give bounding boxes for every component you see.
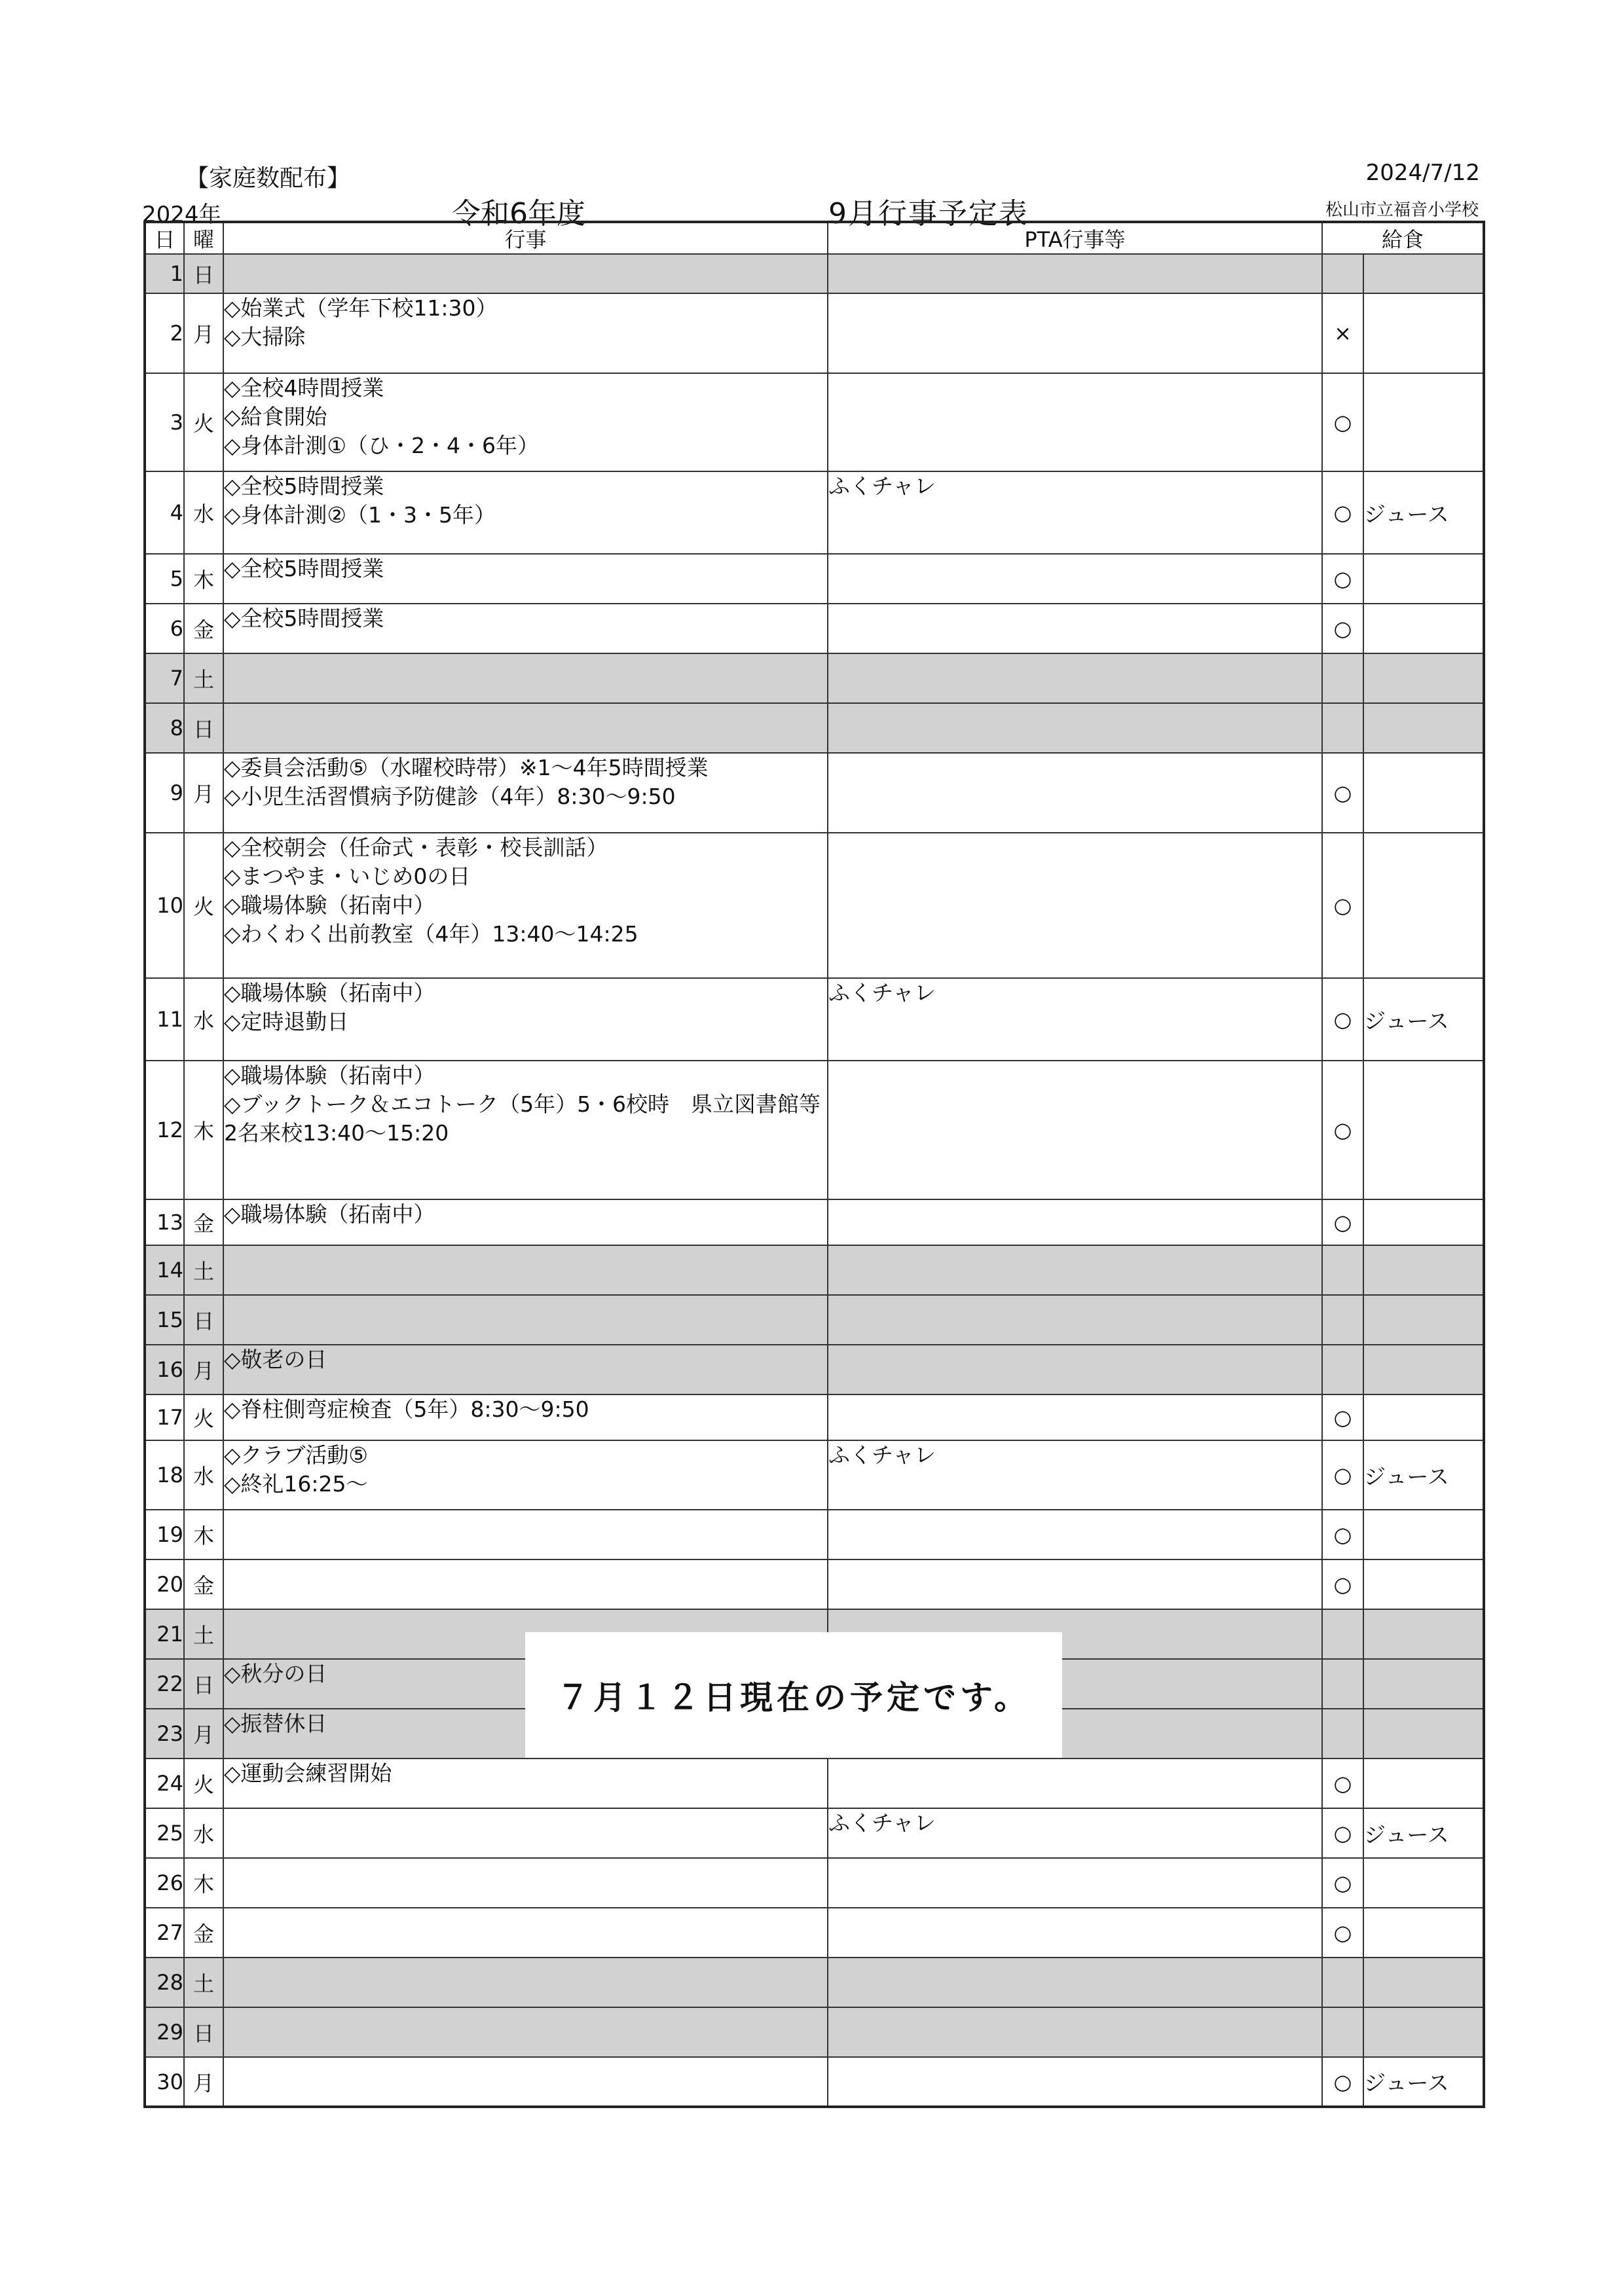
day-cell: 26 [145,1858,184,1908]
table-row [145,254,1484,293]
lunch-note-cell [1363,1858,1484,1908]
lunch-note-cell [1363,1345,1484,1394]
lunch-mark-cell [1322,703,1363,753]
pta-cell [828,1908,1322,1958]
pta-cell: ふくチャレ [828,1440,1322,1510]
lunch-note-cell [1363,753,1484,833]
lunch-note-cell [1363,653,1484,703]
weekday-cell: 日 [184,703,223,753]
day-cell: 23 [145,1709,184,1758]
table-row [145,1394,1484,1440]
pta-cell [828,1199,1322,1245]
weekday-cell: 火 [184,373,223,471]
lunch-mark-cell: ○ [1322,1394,1363,1440]
day-cell: 10 [145,833,184,978]
header-events: 行事 [223,222,828,254]
events-cell: ◇全校5時間授業 ◇身体計測②（1・3・5年） [223,471,828,554]
weekday-cell: 日 [184,254,223,293]
table-row [145,1808,1484,1858]
lunch-mark-cell [1322,2007,1363,2057]
day-cell: 19 [145,1510,184,1559]
events-cell: ◇敬老の日 [223,1345,828,1394]
pta-cell [828,1394,1322,1440]
day-cell: 18 [145,1440,184,1510]
page-title: 9月行事予定表 [828,197,1029,230]
table-row [145,1245,1484,1295]
pta-cell [828,653,1322,703]
events-cell [223,2057,828,2107]
weekday-cell: 月 [184,2057,223,2107]
day-cell: 2 [145,293,184,373]
events-cell [223,1908,828,1958]
weekday-cell: 木 [184,1858,223,1908]
lunch-mark-cell: ○ [1322,2057,1363,2107]
events-cell [223,1858,828,1908]
events-cell [223,703,828,753]
table-row [145,1958,1484,2007]
events-cell [223,1295,828,1345]
lunch-note-cell [1363,833,1484,978]
day-cell: 8 [145,703,184,753]
pta-cell [828,2007,1322,2057]
lunch-note-cell [1363,254,1484,293]
day-cell: 5 [145,554,184,604]
lunch-mark-cell: ○ [1322,978,1363,1061]
table-row [145,373,1484,471]
lunch-note-cell: ジュース [1363,2057,1484,2107]
school-name: 松山市立福音小学校 [1325,200,1479,220]
lunch-note-cell: ジュース [1363,1808,1484,1858]
lunch-mark-cell: ○ [1322,373,1363,471]
table-row [145,604,1484,653]
pta-cell [828,2057,1322,2107]
table-row [145,1908,1484,1958]
pta-cell: ふくチャレ [828,1808,1322,1858]
events-cell: ◇職場体験（拓南中） [223,1199,828,1245]
lunch-note-cell [1363,1709,1484,1758]
weekday-cell: 火 [184,1394,223,1440]
lunch-mark-cell [1322,1659,1363,1709]
day-cell: 22 [145,1659,184,1709]
events-cell: ◇職場体験（拓南中） ◇定時退勤日 [223,978,828,1061]
lunch-mark-cell [1322,1709,1363,1758]
issue-date: 2024/7/12 [1365,160,1480,186]
weekday-cell: 月 [184,753,223,833]
day-cell: 3 [145,373,184,471]
lunch-note-cell [1363,1559,1484,1609]
lunch-note-cell: ジュース [1363,471,1484,554]
table-row [145,2057,1484,2107]
day-cell: 9 [145,753,184,833]
events-cell: ◇振替休日 [223,1709,828,1758]
weekday-cell: 月 [184,1345,223,1394]
table-row [145,1345,1484,1394]
header-weekday: 曜 [184,222,223,254]
table-row [145,1510,1484,1559]
lunch-note-cell [1363,554,1484,604]
events-cell: ◇脊柱側弯症検査（5年）8:30～9:50 [223,1394,828,1440]
table-row [145,2007,1484,2057]
weekday-cell: 水 [184,1440,223,1510]
events-cell: ◇運動会練習開始 [223,1758,828,1808]
pta-cell [828,254,1322,293]
table-row [145,1559,1484,1609]
day-cell: 30 [145,2057,184,2107]
lunch-note-cell [1363,1659,1484,1709]
pta-cell [828,1758,1322,1808]
header-day: 日 [145,222,184,254]
pta-cell [828,1295,1322,1345]
pta-cell: ふくチャレ [828,471,1322,554]
weekday-cell: 月 [184,293,223,373]
pta-cell [828,1245,1322,1295]
events-cell: ◇全校朝会（任命式・表彰・校長訓話） ◇まつやま・いじめ0の日 ◇職場体験（拓南中） ◇わくわく出前教室（4年）13:40～14:25 [223,833,828,978]
events-cell: ◇クラブ活動⑤ ◇終礼16:25～ [223,1440,828,1510]
lunch-mark-cell [1322,1958,1363,2007]
table-row [145,1061,1484,1199]
weekday-cell: 金 [184,1199,223,1245]
lunch-note-cell [1363,293,1484,373]
weekday-cell: 日 [184,1659,223,1709]
lunch-mark-cell [1322,1295,1363,1345]
lunch-mark-cell: ○ [1322,1858,1363,1908]
pta-cell [828,1061,1322,1199]
weekday-cell: 日 [184,1295,223,1345]
pta-cell [828,604,1322,653]
lunch-note-cell [1363,1061,1484,1199]
lunch-mark-cell: ○ [1322,833,1363,978]
day-cell: 14 [145,1245,184,1295]
events-cell: ◇全校5時間授業 [223,554,828,604]
lunch-note-cell [1363,604,1484,653]
distribution-tag: 【家庭数配布】 [185,165,351,192]
lunch-note-cell [1363,2007,1484,2057]
notice-banner: ７月１２日現在の予定です。 [525,1632,1062,1758]
lunch-note-cell [1363,703,1484,753]
pta-cell [828,1858,1322,1908]
schedule-body [145,254,1484,2107]
pta-cell: ふくチャレ [828,978,1322,1061]
lunch-note-cell [1363,1958,1484,2007]
pta-cell [828,554,1322,604]
events-cell [223,1245,828,1295]
lunch-mark-cell: ○ [1322,753,1363,833]
events-cell [223,1958,828,2007]
events-cell: ◇全校4時間授業 ◇給食開始 ◇身体計測①（ひ・2・4・6年） [223,373,828,471]
era-year-title: 令和6年度 [452,197,585,230]
day-cell: 1 [145,254,184,293]
weekday-cell: 土 [184,653,223,703]
table-row [145,1440,1484,1510]
pta-cell [828,833,1322,978]
events-cell: ◇職場体験（拓南中） ◇ブックトーク＆エコトーク（5年）5・6校時 県立図書館等2名来校13:40～15:20 [223,1061,828,1199]
table-header-row [145,222,1484,254]
table-row [145,1199,1484,1245]
day-cell: 16 [145,1345,184,1394]
table-row [145,1858,1484,1908]
pta-cell [828,1510,1322,1559]
lunch-mark-cell: ○ [1322,1758,1363,1808]
weekday-cell: 火 [184,833,223,978]
day-cell: 20 [145,1559,184,1609]
events-cell [223,1808,828,1858]
day-cell: 11 [145,978,184,1061]
weekday-cell: 土 [184,1609,223,1659]
pta-cell [828,1958,1322,2007]
pta-cell [828,373,1322,471]
weekday-cell: 火 [184,1758,223,1808]
day-cell: 17 [145,1394,184,1440]
weekday-cell: 金 [184,1908,223,1958]
events-cell: ◇全校5時間授業 [223,604,828,653]
lunch-mark-cell: ○ [1322,1908,1363,1958]
lunch-note-cell [1363,1245,1484,1295]
lunch-mark-cell: ○ [1322,1440,1363,1510]
weekday-cell: 木 [184,1061,223,1199]
year-label: 2024年 [142,202,221,228]
table-row [145,833,1484,978]
weekday-cell: 土 [184,1245,223,1295]
schedule-table [143,221,1485,2108]
lunch-mark-cell [1322,1609,1363,1659]
weekday-cell: 土 [184,1958,223,2007]
events-cell: ◇秋分の日 [223,1659,828,1709]
lunch-note-cell [1363,1199,1484,1245]
events-cell: ◇委員会活動⑤（水曜校時帯）※1～4年5時間授業 ◇小児生活習慣病予防健診（4年）8:30～9:50 [223,753,828,833]
weekday-cell: 木 [184,554,223,604]
day-cell: 15 [145,1295,184,1345]
weekday-cell: 木 [184,1510,223,1559]
weekday-cell: 水 [184,978,223,1061]
pta-cell [828,753,1322,833]
day-cell: 25 [145,1808,184,1858]
lunch-note-cell [1363,1394,1484,1440]
lunch-mark-cell: ○ [1322,471,1363,554]
pta-cell [828,703,1322,753]
day-cell: 7 [145,653,184,703]
events-cell: ◇始業式（学年下校11:30） ◇大掃除 [223,293,828,373]
day-cell: 29 [145,2007,184,2057]
lunch-note-cell [1363,1908,1484,1958]
pta-cell [828,1345,1322,1394]
day-cell: 24 [145,1758,184,1808]
table-row [145,293,1484,373]
day-cell: 6 [145,604,184,653]
lunch-mark-cell: ○ [1322,1559,1363,1609]
day-cell: 12 [145,1061,184,1199]
day-cell: 28 [145,1958,184,2007]
table-row [145,471,1484,554]
weekday-cell: 金 [184,604,223,653]
header-pta: PTA行事等 [828,222,1322,254]
lunch-note-cell: ジュース [1363,978,1484,1061]
events-cell [223,1510,828,1559]
lunch-mark-cell: ○ [1322,1199,1363,1245]
lunch-note-cell [1363,1609,1484,1659]
table-row [145,554,1484,604]
lunch-note-cell [1363,1295,1484,1345]
lunch-note-cell [1363,1758,1484,1808]
pta-cell [828,293,1322,373]
table-row [145,1758,1484,1808]
weekday-cell: 日 [184,2007,223,2057]
lunch-mark-cell: × [1322,293,1363,373]
header-lunch: 給食 [1322,222,1484,254]
weekday-cell: 水 [184,1808,223,1858]
day-cell: 13 [145,1199,184,1245]
events-cell [223,1559,828,1609]
table-row [145,1295,1484,1345]
lunch-mark-cell: ○ [1322,1510,1363,1559]
day-cell: 21 [145,1609,184,1659]
table-row [145,703,1484,753]
lunch-mark-cell: ○ [1322,1808,1363,1858]
lunch-mark-cell [1322,1345,1363,1394]
day-cell: 4 [145,471,184,554]
lunch-mark-cell: ○ [1322,604,1363,653]
events-cell [223,653,828,703]
events-cell [223,2007,828,2057]
lunch-note-cell: ジュース [1363,1440,1484,1510]
lunch-mark-cell [1322,1245,1363,1295]
day-cell: 27 [145,1908,184,1958]
weekday-cell: 金 [184,1559,223,1609]
table-row [145,978,1484,1061]
lunch-mark-cell [1322,653,1363,703]
pta-cell [828,1559,1322,1609]
lunch-mark-cell: ○ [1322,554,1363,604]
lunch-note-cell [1363,373,1484,471]
table-row [145,653,1484,703]
weekday-cell: 月 [184,1709,223,1758]
events-cell [223,254,828,293]
lunch-mark-cell [1322,254,1363,293]
lunch-mark-cell: ○ [1322,1061,1363,1199]
weekday-cell: 水 [184,471,223,554]
lunch-note-cell [1363,1510,1484,1559]
table-row [145,753,1484,833]
